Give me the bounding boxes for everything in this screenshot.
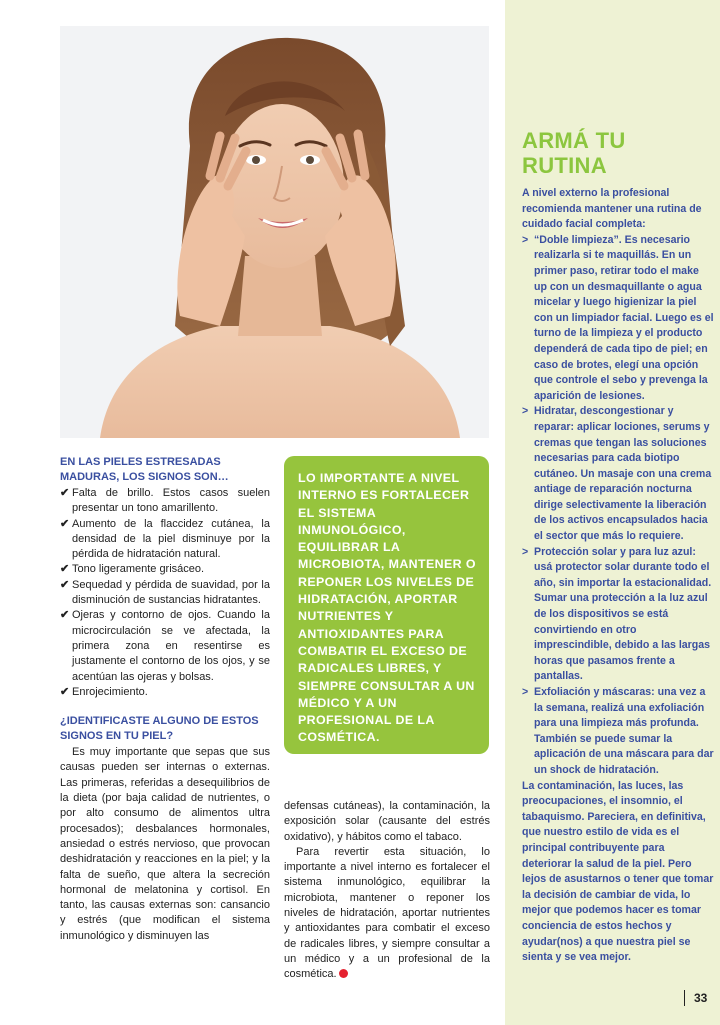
list-item-text: Enrojecimiento. <box>72 685 148 698</box>
section-heading-signs: EN LAS PIELES ESTRESADAS MADURAS, LOS SIGNOS SON… <box>60 456 229 483</box>
list-item <box>60 685 270 700</box>
sidebar-item-text: Protección solar y para luz azul: usá protector solar durante todo el año, sin importar la estacionalidad. Sumar una protección a la luz azul de los dispositivos se está convirtiendo en otro imprescindible, debido a las largas horas que pasamos frente a pantallas. <box>534 545 712 683</box>
sidebar-intro: A nivel externo la profesional recomienda mantener una rutina de cuidado facial completa: <box>522 187 702 231</box>
list-item <box>60 608 270 684</box>
column-left <box>60 455 270 944</box>
signs-list <box>60 486 270 700</box>
bullet-mark: > <box>522 405 529 418</box>
sidebar-item <box>522 685 714 779</box>
list-item-text: Ojeras y contorno de ojos. Cuando la microcirculación se ve afectada, la primera zona en resentirse es justamente el contorno de los ojos, y se acentúan las ojeras y bolsas. <box>72 609 270 683</box>
list-item <box>60 562 270 577</box>
sidebar-item-text: Exfoliación y máscaras: una vez a la semana, realizá una exfoliación para una limpieza más profunda. También se puede sumar la aplicación de una máscara para dar un shock de hidratación. <box>534 686 714 776</box>
body-paragraph: Es muy importante que sepas que sus causas pueden ser internas o externas. Las primeras, referidas a desequilibrios de la dieta (por baja calidad de nutrientes, o por alto consumo de alimentos ultra procesados); desbalances hormonales, ansiedad o estrés nervioso, que provocan deshidratación y reacciones en la piel; y la falta de sueño, que altera la secreción hormonal de melatonina y cortisol. En tanto, las causas externas son: cansancio y estrés (que modifican el sistema inmunológico y disminuyen las <box>60 746 270 942</box>
column-middle <box>284 799 490 983</box>
list-item-text: Falta de brillo. Estos casos suelen presentar un tono amarillento. <box>72 487 270 515</box>
check-icon: ✔ <box>60 578 70 591</box>
pull-quote-text: LO IMPORTANTE A NIVEL INTERNO ES FORTALECER EL SISTEMA INMUNOLÓGICO, EQUILIBRAR LA MICROBIOTA, MANTENER O REPONER LOS NIVELES DE HIDRATACIÓN, APORTAR NUTRIENTES Y ANTIOXIDANTES PARA COMBATIR EL EXCESO DE RADICALES LIBRES, Y SIEMPRE CONSULTAR A UN MÉDICO Y A UN PROFESIONAL DE LA COSMÉTICA. <box>298 471 476 745</box>
check-icon: ✔ <box>60 609 70 622</box>
sidebar-item-text: “Doble limpieza”. Es necesario realizarla si te maquillás. En un primer paso, retirar todo el make up con un desmaquillante o agua micelar y luego higienizar la piel con un limpiador facial. Luego es el turno de la limpieza y el producto dependerá de cada tipo de piel; en caso de brotes, elegí una opción que controle el sebo y prevenga la aparición de lesiones. <box>534 233 714 402</box>
check-icon: ✔ <box>60 685 70 698</box>
sidebar-body <box>522 186 714 966</box>
check-icon: ✔ <box>60 517 70 530</box>
pull-quote-box <box>284 456 489 754</box>
check-icon: ✔ <box>60 563 70 576</box>
sidebar-item <box>522 404 714 544</box>
check-icon: ✔ <box>60 487 70 499</box>
list-item-text: Sequedad y pérdida de suavidad, por la disminución de sustancias hidratantes. <box>72 578 270 607</box>
sidebar-closing: La contaminación, las luces, las preocupaciones, el insomnio, el tabaquismo. Pareciera, en definitiva, que nuestro estilo de vida es el principal contribuyente para deteriorar la salud de la piel. Pero lejos de asustarnos o tener que tomar la decisión de cambiar de vida, lo mejor que podemos hacer es tomar conciencia de estos hechos y ayudar(nos) a que nuestra piel se sienta y se vea mejor. <box>522 779 714 964</box>
list-item-text: Tono ligeramente grisáceo. <box>72 563 205 576</box>
bullet-mark: > <box>522 686 529 698</box>
section-heading-question: ¿IDENTIFICASTE ALGUNO DE ESTOS SIGNOS EN TU PIEL? <box>60 715 259 743</box>
list-item <box>60 578 270 609</box>
body-paragraph-continued: defensas cutáneas), la contaminación, la exposición solar (causante del estrés oxidativo), y hábitos como el tabaco. <box>284 800 490 843</box>
body-paragraph-text: Para revertir esta situación, lo importante a nivel interno es fortalecer el sistema inmunológico, equilibrar la microbiota, mantener o reponer los niveles de hidratación, aportar nutrientes y antioxidantes para combatir el exceso de radicales libres, y siempre consultar a un médico y a un profesional de la cosmética. <box>284 845 490 981</box>
list-item-text: Aumento de la flaccidez cutánea, la densidad de la piel disminuye por la pérdida de hidratación natural. <box>72 517 270 561</box>
body-paragraph <box>284 845 490 983</box>
bullet-mark: > <box>522 545 529 558</box>
woman-face-photo <box>60 26 489 438</box>
sidebar-item-text: Hidratar, descongestionar y reparar: aplicar lociones, serums y cremas que tengan las soluciones necesarias para cada biotipo cutáneo. Un masaje con una crema antiage de reparación nocturna dirige selectivamente la liberación de los activos encapsulados hacia el sector que más lo requiere. <box>534 405 712 543</box>
sidebar-item <box>522 233 714 405</box>
bullet-mark: > <box>522 233 529 246</box>
list-item <box>60 486 270 517</box>
end-mark-icon <box>339 969 348 978</box>
sidebar-item <box>522 545 714 685</box>
sidebar-title: ARMÁ TU RUTINA <box>522 128 626 178</box>
page-number: 33 <box>684 990 707 1006</box>
list-item <box>60 517 270 563</box>
